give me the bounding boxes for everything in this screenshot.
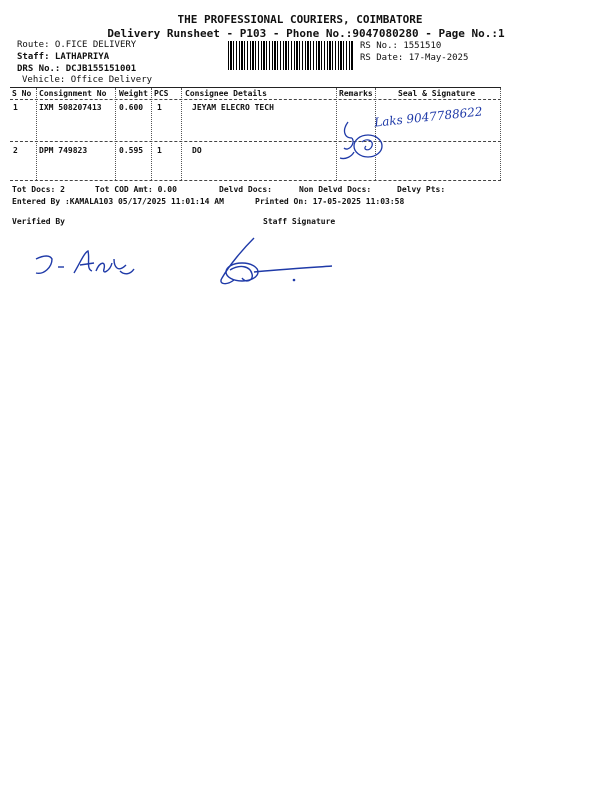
- col-divider: [500, 88, 501, 180]
- col-header-pcs: PCS: [154, 89, 169, 98]
- row-sno: 2: [13, 146, 18, 155]
- runsheet-subtitle: Delivery Runsheet - P103 - Phone No.:9047080280 - Page No.:1: [107, 27, 505, 40]
- table-top-rule: [10, 87, 501, 88]
- col-divider: [36, 88, 37, 180]
- col-header-consignee: Consignee Details: [185, 89, 267, 98]
- rs-number: RS No.: 1551510: [360, 41, 442, 51]
- row-consignment-no: DPM 749823: [39, 146, 88, 155]
- row-consignee: JEYAM ELECRO TECH: [192, 103, 274, 112]
- col-divider: [181, 88, 182, 180]
- col-divider: [115, 88, 116, 180]
- tot-docs: Tot Docs: 2: [12, 185, 65, 194]
- non-delvd-docs: Non Delvd Docs:: [299, 185, 372, 194]
- col-header-consignment: Consignment No: [39, 89, 107, 98]
- rs-date: RS Date: 17-May-2025: [360, 53, 469, 63]
- handwritten-signature-scribble: [334, 108, 394, 168]
- row-consignment-no: IXM 508207413: [39, 103, 102, 112]
- row-pcs: 1: [157, 103, 162, 112]
- row-rule: [10, 141, 501, 142]
- vehicle-label: Vehicle: Office Delivery: [22, 75, 153, 85]
- printed-on: Printed On: 17-05-2025 11:03:58: [255, 197, 405, 206]
- delvd-docs: Delvd Docs:: [219, 185, 272, 194]
- staff-signature-label: Staff Signature: [263, 217, 336, 226]
- header-rule: [10, 99, 501, 100]
- row-consignee: DO: [192, 146, 202, 155]
- staff-label: Staff: LATHAPRIYA: [17, 52, 110, 62]
- verified-by-label: Verified By: [12, 217, 65, 226]
- barcode: [228, 41, 354, 70]
- tot-cod-amount: Tot COD Amt: 0.00: [95, 185, 177, 194]
- handwritten-seal-note: Laks 9047788622: [373, 104, 484, 130]
- col-header-sno: S No: [12, 89, 32, 98]
- row-pcs: 1: [157, 146, 162, 155]
- row-weight: 0.600: [119, 103, 144, 112]
- company-title: THE PROFESSIONAL COURIERS, COIMBATORE: [177, 13, 423, 26]
- col-header-remarks: Remarks: [339, 89, 373, 98]
- verified-by-signature: [30, 245, 140, 281]
- delvy-pts: Delvy Pts:: [397, 185, 446, 194]
- route-label: Route: O.FICE DELIVERY: [17, 40, 137, 50]
- row-weight: 0.595: [119, 146, 144, 155]
- col-header-seal: Seal & Signature: [398, 89, 476, 98]
- table-bottom-rule: [10, 180, 501, 181]
- col-divider: [151, 88, 152, 180]
- row-sno: 1: [13, 103, 18, 112]
- drs-number: DRS No.: DCJB155151001: [17, 64, 137, 74]
- col-header-weight: Weight: [119, 89, 148, 98]
- staff-signature: [214, 234, 344, 290]
- entered-by: Entered By :KAMALA103 05/17/2025 11:01:14 AM: [12, 197, 224, 206]
